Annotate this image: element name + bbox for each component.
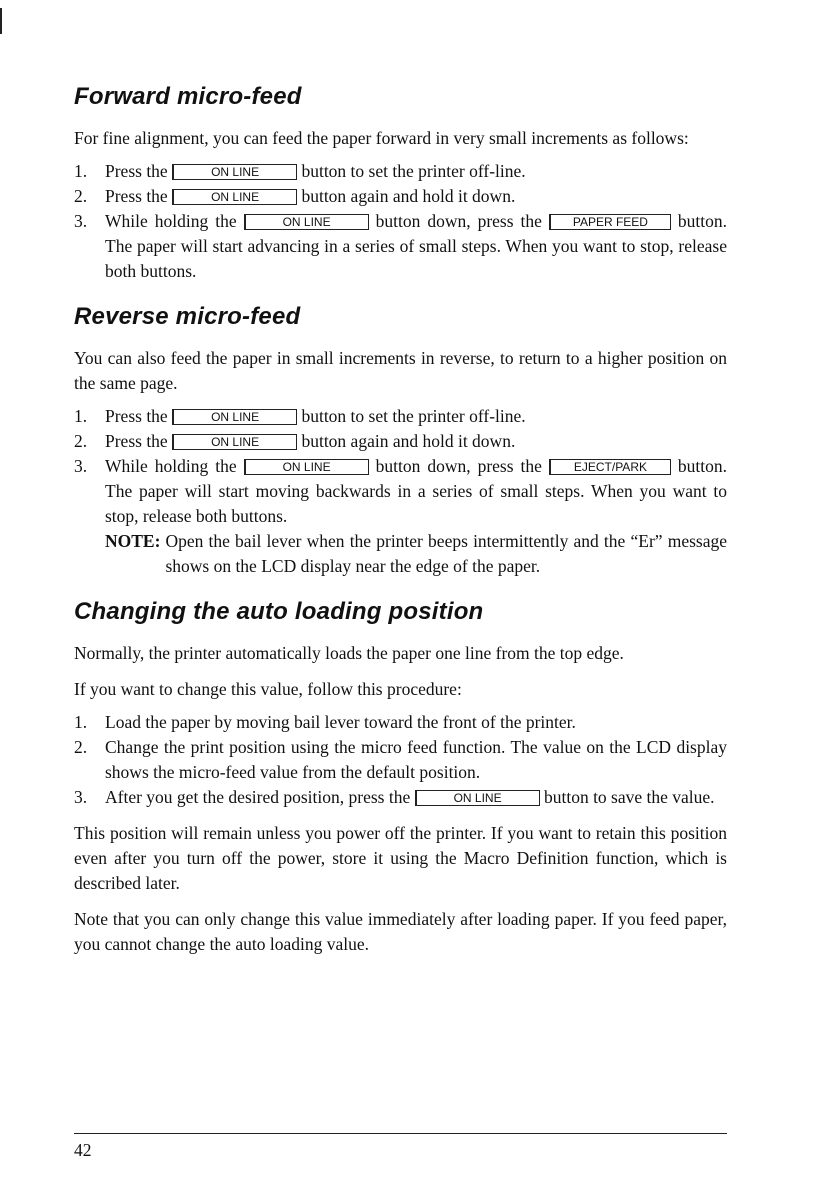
step-number: 2. bbox=[74, 186, 88, 206]
step-text: button again and hold it down. bbox=[301, 186, 516, 206]
paragraph: This position will remain unless you power off the printer. If you want to retain this position even after you turn off the power, store it using the Macro Definition function, which is described later. bbox=[74, 823, 727, 893]
note-text: Open the bail lever when the printer beeps intermittently and the “Er” message shows on the LCD display near the edge of the paper. bbox=[165, 531, 727, 576]
section-forward-micro-feed bbox=[74, 82, 727, 284]
step-list bbox=[74, 710, 727, 810]
step-text: Press the bbox=[105, 431, 168, 451]
on-line-key: ON LINE bbox=[244, 214, 369, 230]
step-number: 2. bbox=[74, 431, 88, 451]
step-text: Press the bbox=[105, 161, 168, 181]
step-number: 1. bbox=[74, 406, 88, 426]
list-item bbox=[74, 184, 727, 209]
list-item bbox=[74, 710, 727, 735]
step-text: button again and hold it down. bbox=[301, 431, 516, 451]
eject-park-key: EJECT/PARK bbox=[549, 459, 671, 475]
step-list bbox=[74, 404, 727, 579]
step-text: Press the bbox=[105, 406, 168, 426]
list-item bbox=[74, 785, 727, 810]
list-item bbox=[74, 735, 727, 785]
paragraph: Note that you can only change this value immediately after loading paper. If you feed paper, you cannot change the auto loading value. bbox=[74, 909, 727, 954]
step-text: Press the bbox=[105, 186, 168, 206]
section-title: Forward micro-feed bbox=[74, 83, 302, 110]
section-title: Changing the auto loading position bbox=[74, 598, 484, 625]
on-line-key: ON LINE bbox=[172, 434, 297, 450]
manual-page bbox=[74, 82, 727, 957]
step-number: 3. bbox=[74, 211, 88, 231]
section-auto-loading-position bbox=[74, 597, 727, 957]
list-item bbox=[74, 159, 727, 184]
list-item bbox=[74, 404, 727, 429]
step-number: 2. bbox=[74, 737, 88, 757]
step-number: 3. bbox=[74, 456, 88, 476]
note bbox=[105, 529, 727, 579]
step-text: While holding the bbox=[105, 456, 237, 476]
on-line-key: ON LINE bbox=[172, 164, 297, 180]
step-text: Load the paper by moving bail lever toward the front of the printer. bbox=[105, 712, 576, 732]
on-line-key: ON LINE bbox=[172, 189, 297, 205]
step-number: 3. bbox=[74, 787, 88, 807]
section-intro: Normally, the printer automatically loads the paper one line from the top edge. bbox=[74, 643, 624, 663]
step-text: button down, press the bbox=[375, 456, 542, 476]
on-line-key: ON LINE bbox=[172, 409, 297, 425]
scan-edge-mark bbox=[0, 8, 2, 34]
paper-feed-key: PAPER FEED bbox=[549, 214, 671, 230]
step-text: button down, press the bbox=[375, 211, 542, 231]
section-reverse-micro-feed bbox=[74, 302, 727, 579]
note-label: NOTE: bbox=[105, 531, 161, 551]
step-text: button to save the value. bbox=[543, 787, 715, 807]
section-title: Reverse micro-feed bbox=[74, 303, 301, 330]
step-text: While holding the bbox=[105, 211, 237, 231]
step-text: Change the print position using the micro feed function. The value on the LCD display shows the micro-feed value from the default position. bbox=[105, 737, 727, 782]
step-number: 1. bbox=[74, 712, 88, 732]
step-list bbox=[74, 159, 727, 284]
procedure-lead: If you want to change this value, follow this procedure: bbox=[74, 679, 462, 699]
step-text: button to set the printer off-line. bbox=[301, 161, 526, 181]
list-item bbox=[74, 209, 727, 284]
on-line-key: ON LINE bbox=[244, 459, 369, 475]
section-intro: For fine alignment, you can feed the paper forward in very small increments as follows: bbox=[74, 128, 689, 148]
list-item bbox=[74, 429, 727, 454]
section-intro: You can also feed the paper in small increments in reverse, to return to a higher position on the same page. bbox=[74, 348, 727, 393]
list-item bbox=[74, 454, 727, 579]
footer-rule bbox=[74, 1133, 727, 1134]
step-number: 1. bbox=[74, 161, 88, 181]
step-text: button. The paper will start moving backwards in a series of small steps. When you want to stop, release both buttons. bbox=[105, 456, 728, 526]
step-text: button to set the printer off-line. bbox=[301, 406, 526, 426]
on-line-key: ON LINE bbox=[415, 790, 540, 806]
step-text: button. The paper will start advancing in a series of small steps. When you want to stop, release both buttons. bbox=[105, 211, 728, 281]
step-text: After you get the desired position, press the bbox=[105, 787, 411, 807]
page-number: 42 bbox=[74, 1140, 92, 1160]
